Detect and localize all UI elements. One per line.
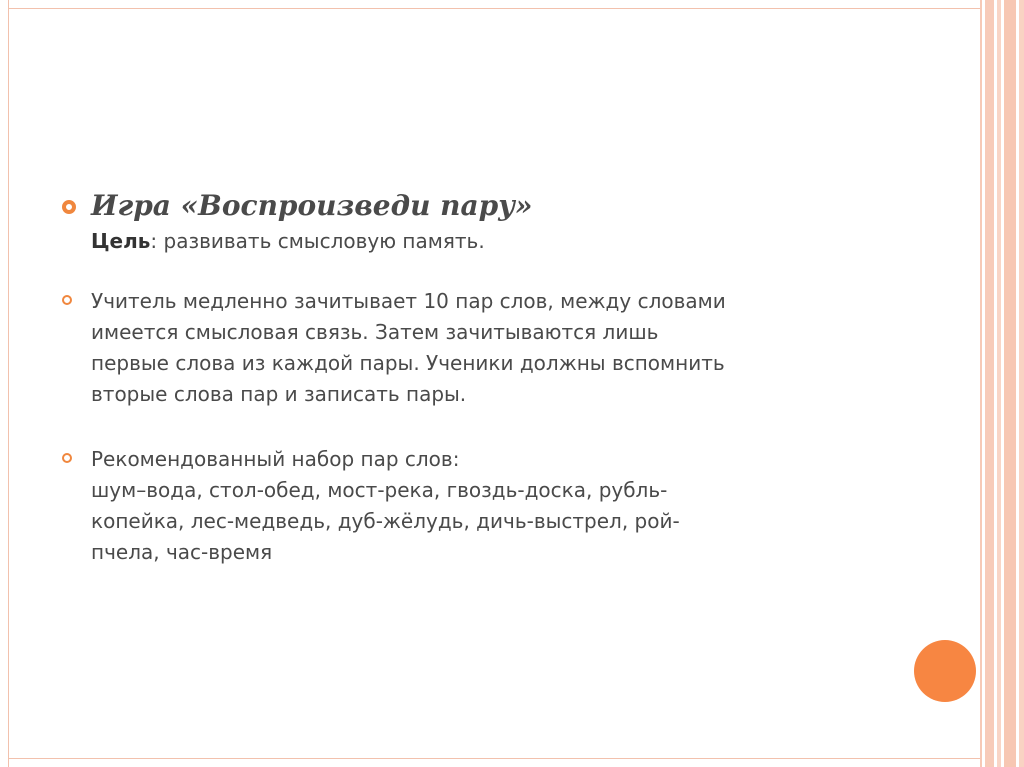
- bullet-item-word-pairs: [62, 444, 912, 568]
- ring-bullet-icon: [62, 200, 76, 214]
- word-pairs-paragraph: [91, 444, 912, 568]
- text-line: вторые слова пар и записать пары.: [91, 382, 467, 406]
- decor-stripe: [985, 0, 994, 767]
- goal-line: [91, 226, 912, 256]
- text-line: имеется смысловая связь. Затем зачитываются лишь: [91, 320, 659, 344]
- decor-orange-circle: [914, 640, 976, 702]
- goal-label: Цель: [91, 229, 151, 253]
- frame-left-border: [8, 0, 9, 767]
- bullet-item-description: [62, 286, 912, 410]
- ring-bullet-icon: [62, 295, 72, 305]
- slide-title: Игра «Воспроизведи пару»: [91, 189, 533, 222]
- goal-text: : развивать смысловую память.: [150, 229, 485, 253]
- frame-bottom-border: [8, 758, 980, 759]
- description-paragraph: [91, 286, 912, 410]
- bullet-item-title: [62, 186, 912, 256]
- decor-stripe: [980, 0, 982, 767]
- ring-bullet-icon: [62, 453, 72, 463]
- text-line: первые слова из каждой пары. Ученики должны вспомнить: [91, 351, 725, 375]
- word-pairs-heading: Рекомендованный набор пар слов:: [91, 447, 460, 471]
- decor-stripe: [997, 0, 1001, 767]
- text-line: шум–вода, стол-обед, мост-река, гвоздь-доска, рубль-: [91, 478, 668, 502]
- text-line: копейка, лес-медведь, дуб-жёлудь, дичь-выстрел, рой-: [91, 509, 680, 533]
- decor-stripe: [1019, 0, 1024, 767]
- text-line: Учитель медленно зачитывает 10 пар слов, между словами: [91, 289, 726, 313]
- decor-stripe: [1004, 0, 1016, 767]
- frame-top-border: [8, 8, 980, 9]
- text-line: пчела, час-время: [91, 540, 273, 564]
- slide-content: [62, 186, 912, 568]
